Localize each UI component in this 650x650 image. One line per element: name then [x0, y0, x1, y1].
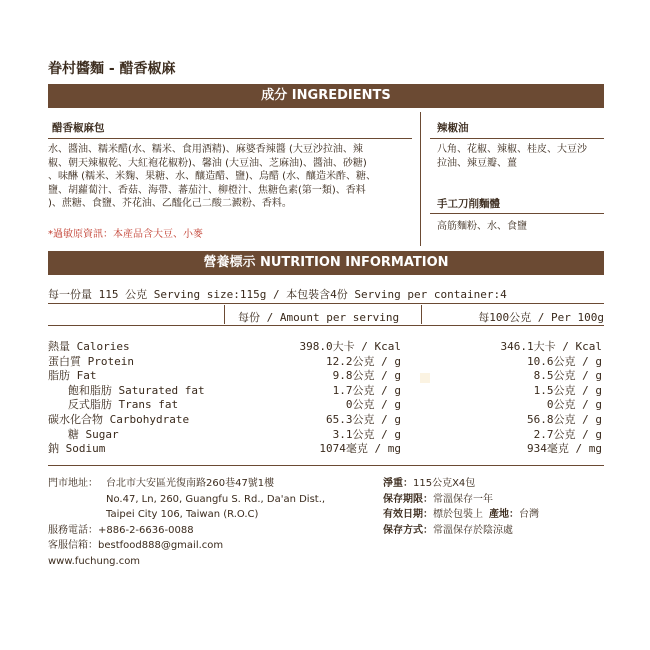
nutrition-row [48, 367, 604, 382]
per-serving-value: 9.8公克 / g [332, 369, 401, 383]
net-weight-value: 115公克X4包 [413, 478, 476, 489]
ingredients-right-title-2: 手工刀削麵體 [437, 198, 500, 210]
ingredients-right-rule-1 [430, 138, 604, 139]
nutrition-row [48, 353, 604, 368]
ingredient-line: )、蔗糖、食鹽、芥花油、乙醯化己二酸二澱粉、香料。 [48, 198, 292, 210]
store-info [48, 476, 368, 569]
nutrition-row [48, 396, 604, 411]
nutrition-row [48, 338, 604, 353]
per-100g-value: 10.6公克 / g [527, 354, 602, 368]
nutrition-row [48, 382, 604, 397]
per-serving-value: 12.2公克 / g [326, 354, 401, 368]
per-serving-value: 1074毫克 / mg [319, 442, 401, 456]
ingredient-line: 、味醂 (糯米、米麴、果糖、水、釀造醋、鹽)、烏醋 (水、釀造米酢、糖、 [48, 171, 377, 183]
ingredient-line: 水、醬油、糯米醋(水、糯米、食用酒精)、麻婆香辣醬 (大豆沙拉油、辣 [48, 144, 363, 155]
address-label: 門市地址： [48, 478, 98, 489]
serving-line: 每一份量 115 公克 Serving size:115g / 本包裝含4份 Serving per container:4 [48, 288, 507, 301]
ingredient-line: 鹽、胡蘿蔔汁、香菇、海帶、蕃茄汁、柳橙汁、焦糖色素(第一類)、香料 [48, 184, 366, 196]
address-line-3: Taipei City 106, Taiwan (R.O.C) [106, 509, 259, 520]
product-info [383, 476, 604, 538]
per-100g-value: 56.8公克 / g [527, 413, 602, 426]
website-link[interactable]: www.fuchung.com [48, 555, 141, 567]
ingredients-left-title: 醋香椒麻包 [52, 122, 105, 134]
per-serving-value: 1.7公克 / g [332, 383, 401, 397]
nutrient-label: 反式脂肪 Trans fat [48, 398, 179, 412]
nutrient-label: 飽和脂肪 Saturated fat [48, 383, 205, 397]
per-100g-value: 346.1大卡 / Kcal [500, 340, 602, 353]
nutrient-label: 脂肪 Fat [48, 369, 97, 383]
per-100g-value: 0公克 / g [546, 398, 602, 412]
nutrient-label: 熱量 Calories [48, 340, 130, 353]
ingredients-right-rule-2 [430, 213, 604, 214]
nutrition-rule-3 [48, 465, 604, 466]
ingredients-left-text [48, 143, 412, 211]
phone-text: 服務電話：+886-2-6636-0088 [48, 524, 194, 536]
right-line-1: 八角、花椒、辣椒、桂皮、大豆沙 [437, 144, 587, 155]
ingredients-header: 成分 INGREDIENTS [48, 84, 604, 108]
nutrient-label: 鈉 Sodium [48, 442, 106, 456]
per-serving-value: 65.3公克 / g [326, 413, 401, 426]
col1-header: 每份 / Amount per serving [238, 311, 400, 324]
nutrient-label: 糖 Sugar [48, 427, 119, 441]
per-100g-value: 934毫克 / mg [527, 442, 602, 456]
per-serving-value: 398.0大卡 / Kcal [299, 340, 401, 353]
per-100g-value: 2.7公克 / g [533, 427, 602, 441]
ingredients-left-rule [48, 138, 412, 139]
address-line-2: No.47, Ln, 260, Guangfu S. Rd., Da'an Dist., [106, 493, 326, 505]
shelf-life-value: 常溫保存一年 [433, 493, 493, 505]
col2-header: 每100公克 / Per 100g [478, 311, 604, 324]
ingredient-line: 椒、朝天辣椒乾、大紅袍花椒粉)、馨油 (大豆油、芝麻油)、醬油、砂糖) [48, 157, 367, 169]
nutrient-label: 碳水化合物 Carbohydrate [48, 413, 190, 426]
per-100g-value: 8.5公克 / g [533, 369, 602, 383]
shelf-life-label: 保存期限： [383, 493, 433, 505]
expiry-value: 標於包裝上 [433, 509, 483, 520]
nutrition-rule-1 [48, 303, 604, 304]
per-100g-value: 1.5公克 / g [533, 383, 602, 397]
decorative-mark [420, 373, 430, 383]
col-divider-1 [224, 305, 225, 324]
storage-value: 常溫保存於陰涼處 [433, 524, 513, 536]
right-line-2: 拉油、辣豆瓣、薑 [437, 157, 517, 169]
nutrition-rule-2 [48, 325, 604, 326]
allergy-info: *過敏原資訊：本產品含大豆、小麥 [48, 229, 203, 240]
ingredients-right-title-1: 辣椒油 [437, 122, 469, 134]
col-divider-2 [421, 305, 422, 324]
ingredients-right-text-2: 高筋麵粉、水、食鹽 [437, 221, 527, 232]
ingredients-right-text-1 [437, 143, 605, 170]
nutrient-label: 蛋白質 Protein [48, 354, 134, 368]
nutrition-table [48, 338, 604, 458]
nutrition-header: 營養標示 NUTRITION INFORMATION [48, 251, 604, 275]
origin-label: 產地： [489, 509, 519, 520]
per-serving-value: 0公克 / g [345, 398, 401, 412]
ingredients-divider [420, 112, 421, 246]
address-line-1: 台北市大安區光復南路260巷47號1樓 [106, 478, 275, 489]
nutrition-row [48, 411, 604, 426]
net-weight-label: 淨重： [383, 478, 413, 489]
per-serving-value: 3.1公克 / g [332, 427, 401, 441]
product-title: 眷村醬麵 - 醋香椒麻 [48, 61, 176, 77]
origin-value: 台灣 [519, 509, 539, 520]
nutrition-row [48, 440, 604, 455]
email-link[interactable]: 客服信箱：bestfood888@gmail.com [48, 540, 224, 551]
nutrition-row [48, 426, 604, 441]
storage-label: 保存方式： [383, 524, 433, 536]
expiry-label: 有效日期： [383, 509, 433, 520]
